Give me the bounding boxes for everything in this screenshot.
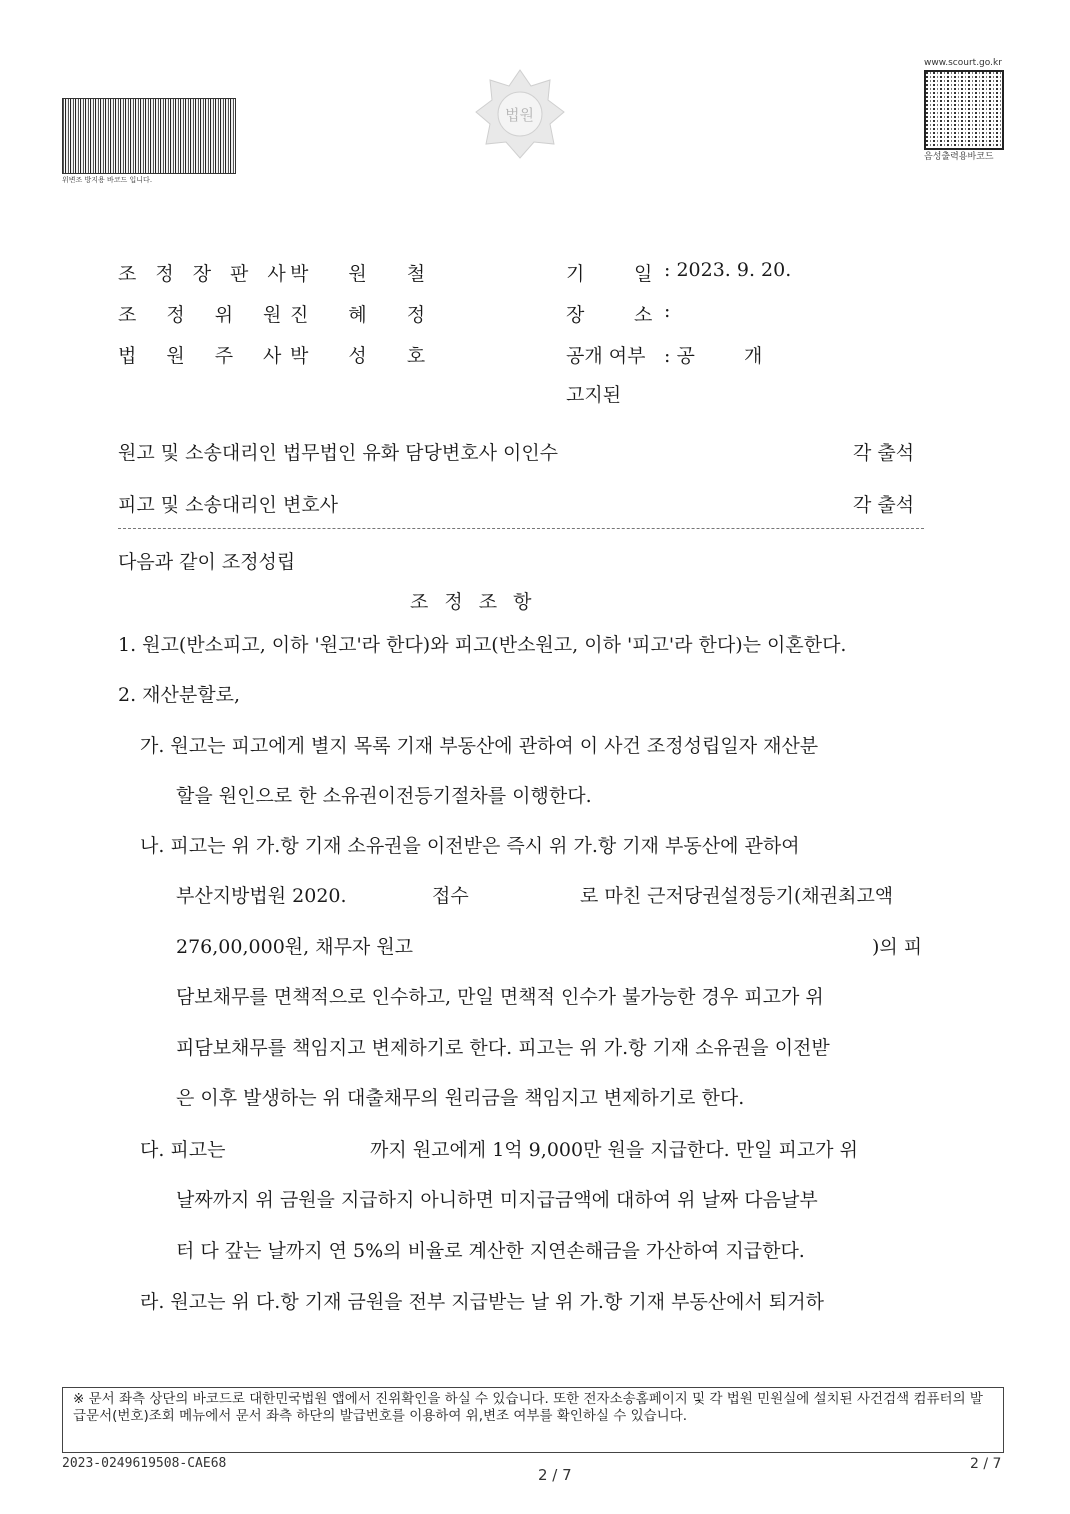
barcode-caption: 위변조 방지용 바코드 입니다. — [62, 176, 153, 184]
anti-forgery-barcode — [62, 98, 236, 174]
clause-2-na: 나. 피고는 위 가.항 기재 소유권을 이전받은 즉시 위 가.항 기재 부동산에 관하여 — [140, 835, 800, 857]
attendance-status: 각 출석 — [853, 494, 915, 516]
date-label: 기 — [566, 263, 585, 285]
party-plaintiff: 원고 및 소송대리인 법무법인 유화 담당변호사 이인수 — [118, 442, 559, 464]
page-number-center: 2 / 7 — [538, 1466, 572, 1484]
clause-2-na: 은 이후 발생하는 위 대출채무의 원리금을 책임지고 변제하기로 한다. — [176, 1087, 745, 1109]
official-name: 박 성 호 — [290, 345, 426, 367]
clause-2-da: 터 다 갚는 날까지 연 5%의 비율로 계산한 지연손해금을 가산하여 지급한다. — [176, 1240, 805, 1262]
clause-2-da: 다. 피고는 — [140, 1139, 226, 1161]
clause-2-ga: 할을 원인으로 한 소유권이전등기절차를 이행한다. — [176, 785, 592, 807]
audio-output-qr-code — [924, 70, 1004, 150]
clause-2-da: 까지 원고에게 1억 9,000만 원을 지급한다. 만일 피고가 위 — [370, 1139, 858, 1161]
attendance-status: 각 출석 — [853, 442, 915, 464]
official-role: 조정위원 — [118, 304, 312, 326]
clause-2-na: )의 피 — [872, 936, 923, 958]
public-value: : 공 — [664, 345, 695, 367]
clause-2: 2. 재산분할로, — [118, 684, 240, 706]
qr-caption: 음성출력용바코드 — [924, 152, 994, 162]
clause-2-ra: 라. 원고는 위 다.항 기재 금원을 전부 지급받는 날 위 가.항 기재 부동산에서 퇴거하 — [140, 1291, 824, 1313]
place-label: 소 — [634, 304, 653, 326]
clause-2-na: 접수 — [432, 885, 469, 907]
clause-2-na: 로 마친 근저당권설정등기(채권최고액 — [580, 885, 894, 907]
clause-2-da: 날짜까지 위 금원을 지급하지 아니하면 미지급금액에 대하여 위 날짜 다음날부 — [176, 1189, 818, 1211]
page-number-right: 2 / 7 — [970, 1456, 1002, 1472]
hearing-place: : — [664, 300, 671, 322]
date-label: 일 — [634, 263, 653, 285]
official-name: 진 혜 정 — [290, 304, 426, 326]
clause-2-na: 피담보채무를 책임지고 변제하기로 한다. 피고는 위 가.항 기재 소유권을 이전받 — [176, 1037, 830, 1059]
clause-2-ga: 가. 원고는 피고에게 별지 목록 기재 부동산에 관하여 이 사건 조정성립일자 재산분 — [140, 735, 819, 757]
official-name: 박 원 철 — [290, 263, 426, 285]
verification-notice-text: ※ 문서 좌측 상단의 바코드로 대한민국법원 앱에서 진위확인을 하실 수 있습니다. 또한 전자소송홈페이지 및 각 법원 민원실에 설치된 사건검색 컴퓨터의 발급문서(번호)조회 메뉴에서 문서 좌측 하단의 발급번호를 이용하여 위,변조 여부를 확인하실 수 있습니다. — [73, 1391, 983, 1424]
site-url: www.scourt.go.kr — [924, 58, 1002, 68]
intro-text: 다음과 같이 조정성립 — [118, 551, 296, 573]
clause-2-na: 담보채무를 면책적으로 인수하고, 만일 면책적 인수가 불가능한 경우 피고가 위 — [176, 986, 824, 1008]
court-seal-text: 법원 — [505, 106, 534, 124]
official-role: 조정장판사 — [118, 263, 305, 285]
clause-1: 1. 원고(반소피고, 이하 '원고'라 한다)와 피고(반소원고, 이하 '피고'라 한다)는 이혼한다. — [118, 634, 847, 656]
place-label: 장 — [566, 304, 585, 326]
public-label: 공개 여부 — [566, 345, 646, 367]
notice-status: 고지된 — [566, 384, 622, 406]
document-number: 2023-0249619508-CAE68 — [62, 1456, 227, 1471]
clause-2-na: 276,00,000원, 채무자 원고 — [176, 936, 414, 958]
clause-2-na: 부산지방법원 2020. — [176, 885, 347, 907]
section-title: 조 정 조 항 — [410, 591, 532, 613]
official-role: 법원주사 — [118, 345, 312, 367]
hearing-date: : 2023. 9. 20. — [664, 259, 792, 281]
public-value: 개 — [744, 345, 763, 367]
party-defendant: 피고 및 소송대리인 변호사 — [118, 494, 339, 516]
divider — [118, 528, 924, 529]
verification-notice — [62, 1387, 1004, 1453]
